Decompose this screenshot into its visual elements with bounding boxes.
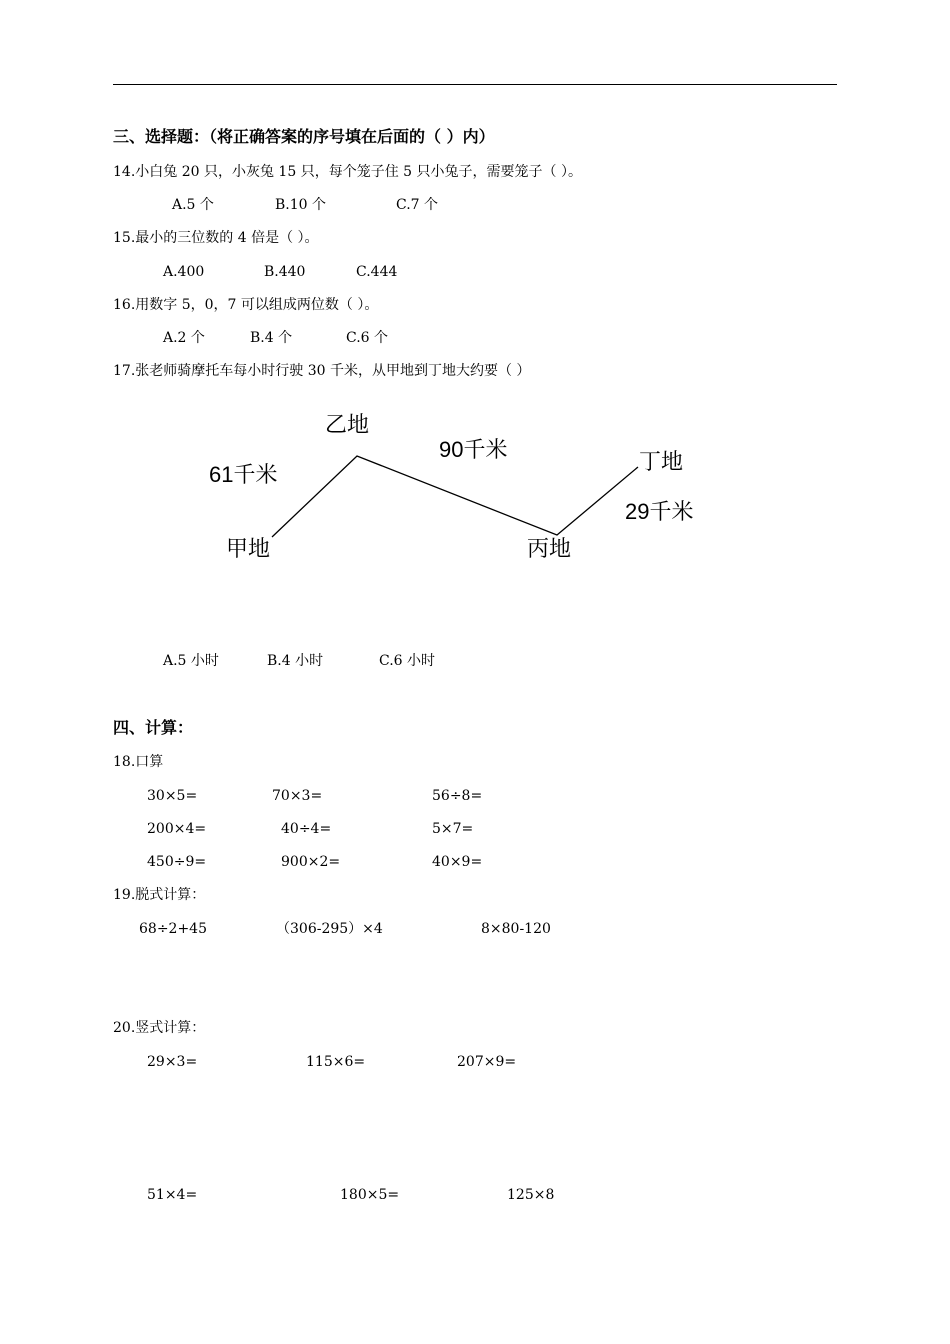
q18-item: 200×4= — [147, 821, 207, 837]
distance-jia-yi: 61千米 — [209, 462, 278, 487]
q18-item: 56÷8= — [432, 788, 483, 804]
q15-option-a: A.400 — [163, 264, 205, 280]
question-18-title: 18.口算 — [113, 754, 164, 770]
q19-item: 8×80-120 — [481, 921, 551, 937]
section-4-heading: 四、计算： — [113, 718, 194, 737]
place-yi: 乙地 — [325, 412, 370, 437]
q14-option-b: B.10 个 — [275, 197, 327, 213]
q20-item: 29×3= — [147, 1054, 198, 1070]
q16-option-a: A.2 个 — [163, 330, 205, 346]
q18-item: 40÷4= — [281, 821, 332, 837]
q18-item: 30×5= — [147, 788, 198, 804]
q17-option-b: B.4 小时 — [267, 653, 324, 669]
q18-item: 900×2= — [281, 854, 341, 870]
q18-item: 70×3= — [272, 788, 323, 804]
place-ding: 丁地 — [639, 449, 684, 474]
q16-option-c: C.6 个 — [346, 330, 389, 346]
q17-option-a: A.5 小时 — [163, 653, 219, 669]
q14-option-a: A.5 个 — [172, 197, 214, 213]
place-bing: 丙地 — [527, 536, 572, 561]
question-14: 14.小白兔 20 只，小灰兔 15 只，每个笼子住 5 只小兔子，需要笼子（ ）。 — [113, 164, 582, 180]
q17-option-c: C.6 小时 — [379, 653, 436, 669]
q20-item: 180×5= — [340, 1187, 400, 1203]
q14-option-c: C.7 个 — [396, 197, 439, 213]
question-20-title: 20.竖式计算： — [113, 1020, 206, 1036]
q16-option-b: B.4 个 — [250, 330, 293, 346]
q18-item: 40×9= — [432, 854, 483, 870]
question-15: 15.最小的三位数的 4 倍是（ ）。 — [113, 230, 319, 246]
question-17: 17.张老师骑摩托车每小时行驶 30 千米，从甲地到丁地大约要（ ） — [113, 363, 531, 379]
place-jia: 甲地 — [226, 536, 271, 561]
distance-bing-ding: 29千米 — [625, 499, 694, 524]
q20-item: 207×9= — [457, 1054, 517, 1070]
q18-item: 450÷9= — [147, 854, 207, 870]
q20-item: 115×6= — [306, 1054, 366, 1070]
distance-yi-bing: 90千米 — [439, 437, 508, 462]
q20-item: 51×4= — [147, 1187, 198, 1203]
section-3-heading: 三、选择题：（将正确答案的序号填在后面的（ ）内） — [113, 127, 495, 146]
question-16: 16.用数字 5，0，7 可以组成两位数（ ）。 — [113, 297, 379, 313]
q19-item: （306-295）×4 — [276, 921, 383, 937]
q18-item: 5×7= — [432, 821, 474, 837]
q19-item: 68÷2+45 — [139, 921, 207, 937]
q20-item: 125×8 — [507, 1187, 555, 1203]
q15-option-b: B.440 — [264, 264, 306, 280]
q15-option-c: C.444 — [356, 264, 398, 280]
question-19-title: 19.脱式计算： — [113, 887, 206, 903]
route-line — [272, 456, 638, 537]
